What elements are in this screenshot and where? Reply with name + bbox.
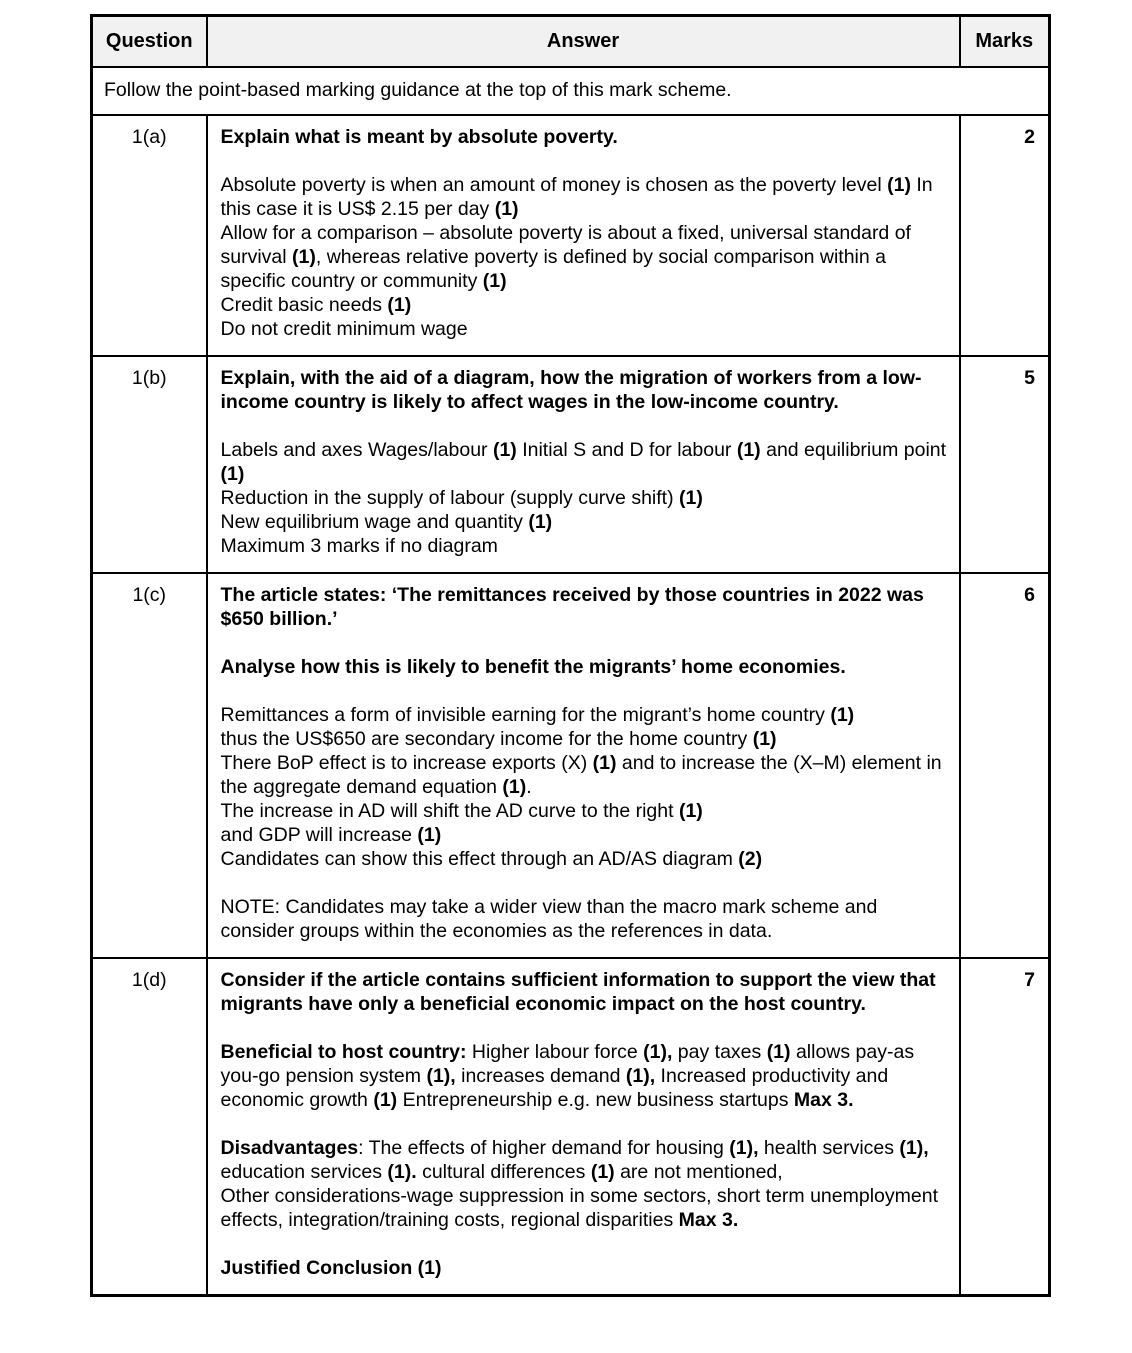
regular-text: Higher labour force	[466, 1041, 644, 1063]
guidance-row	[92, 67, 1050, 115]
bold-text: Analyse how this is likely to benefit the migrants’ home economies.	[220, 656, 846, 678]
regular-text: are not mentioned,	[614, 1161, 783, 1183]
regular-text: New equilibrium wage and quantity	[220, 511, 529, 533]
bold-text: The article states: ‘The remittances received by those countries in 2022 was $650 billion.’	[220, 584, 924, 630]
regular-text: Labels and axes Wages/labour	[220, 439, 493, 461]
bold-text: (1)	[220, 463, 245, 485]
regular-text: and to increase the (X–M) element in the aggregate demand equation	[220, 752, 942, 798]
regular-text: Other considerations-wage suppression in some sectors, short term unemployment effects, integration/training costs, regional disparities	[220, 1185, 938, 1231]
answer-paragraph	[221, 221, 947, 293]
blank-line	[221, 679, 947, 703]
question-row	[92, 115, 1050, 356]
bold-text: (1)	[679, 487, 703, 509]
col-header-answer: Answer	[207, 16, 960, 68]
regular-text: , whereas relative poverty is defined by social comparison within a specific country or community	[220, 246, 886, 292]
answer-paragraph	[221, 1136, 947, 1184]
answer-paragraph	[221, 703, 947, 727]
regular-text: Remittances a form of invisible earning for the migrant’s home country	[220, 704, 831, 726]
bold-text: Justified Conclusion (1)	[220, 1257, 442, 1279]
regular-text: Increased productivity and economic growth	[220, 1065, 889, 1111]
blank-line	[221, 1112, 947, 1136]
bold-text: Explain, with the aid of a diagram, how the migration of workers from a low-income country is likely to affect wages in the low-income country.	[220, 367, 922, 413]
bold-text: Explain what is meant by absolute poverty.	[220, 126, 618, 148]
blank-line	[221, 149, 947, 173]
regular-text: .	[526, 776, 532, 798]
guidance-text: Follow the point-based marking guidance at the top of this mark scheme.	[92, 67, 1050, 115]
bold-text: (1),	[729, 1137, 759, 1159]
answer-paragraph	[221, 751, 947, 799]
regular-text: In this case it is US$ 2.15 per day	[220, 174, 933, 220]
bold-text: (1)	[528, 511, 553, 533]
bold-text: (1)	[373, 1089, 398, 1111]
regular-text: The increase in AD will shift the AD curve to the right	[220, 800, 679, 822]
marks-value: 6	[960, 573, 1050, 958]
answer-paragraph	[221, 317, 947, 341]
regular-text: Allow for a comparison – absolute poverty is about a fixed, universal standard of survival	[220, 222, 911, 268]
answer-paragraph	[221, 438, 947, 486]
answer-cell	[207, 958, 960, 1296]
regular-text: Maximum 3 marks if no diagram	[220, 535, 498, 557]
bold-text: (1).	[387, 1161, 417, 1183]
regular-text: Absolute poverty is when an amount of money is chosen as the poverty level	[220, 174, 888, 196]
blank-line	[221, 871, 947, 895]
mark-scheme-table	[90, 14, 1051, 1297]
answer-paragraph	[221, 534, 947, 558]
regular-text: thus the US$650 are secondary income for the home country	[220, 728, 753, 750]
regular-text: Credit basic needs	[220, 294, 388, 316]
regular-text: pay taxes	[672, 1041, 767, 1063]
bold-text: (1)	[592, 752, 617, 774]
marks-value: 5	[960, 356, 1050, 573]
bold-text: (1)	[678, 800, 703, 822]
regular-text: There BoP effect is to increase exports (X)	[220, 752, 593, 774]
regular-text: and GDP will increase	[220, 824, 418, 846]
bold-text: (1)	[492, 439, 517, 461]
answer-paragraph	[221, 1184, 947, 1232]
bold-text: (1)	[736, 439, 761, 461]
answer-cell	[207, 115, 960, 356]
table-header-row	[92, 16, 1050, 68]
bold-text: (1)	[830, 704, 855, 726]
bold-text: (1)	[502, 776, 527, 798]
regular-text: education services	[220, 1161, 388, 1183]
regular-text: Reduction in the supply of labour (supply curve shift)	[220, 487, 679, 509]
regular-text: increases demand	[455, 1065, 626, 1087]
col-header-marks: Marks	[960, 16, 1050, 68]
bold-text: (1)	[387, 294, 412, 316]
answer-paragraph	[221, 823, 947, 847]
question-number: 1(c)	[92, 573, 207, 958]
question-row	[92, 356, 1050, 573]
answer-cell	[207, 573, 960, 958]
question-number: 1(a)	[92, 115, 207, 356]
regular-text: allows pay-as you-go pension system	[220, 1041, 915, 1087]
regular-text: cultural differences	[416, 1161, 591, 1183]
bold-text: (1)	[752, 728, 777, 750]
answer-paragraph	[221, 1256, 947, 1280]
bold-text: (1)	[292, 246, 316, 268]
regular-text: Candidates can show this effect through an AD/AS diagram	[220, 848, 739, 870]
bold-text: Consider if the article contains sufficient information to support the view that migrants have only a beneficial economic impact on the host country.	[220, 969, 936, 1015]
bold-text: (1),	[899, 1137, 929, 1159]
answer-paragraph	[221, 655, 947, 679]
answer-paragraph	[221, 366, 947, 414]
question-row	[92, 958, 1050, 1296]
answer-paragraph	[221, 727, 947, 751]
regular-text: Do not credit minimum wage	[220, 318, 468, 340]
col-header-question: Question	[92, 16, 207, 68]
bold-text: Disadvantages	[220, 1137, 359, 1159]
bold-text: (1),	[643, 1041, 673, 1063]
blank-line	[221, 1232, 947, 1256]
regular-text: and equilibrium point	[760, 439, 947, 461]
answer-paragraph	[221, 895, 947, 943]
regular-text: Initial S and D for labour	[516, 439, 737, 461]
marks-value: 2	[960, 115, 1050, 356]
bold-text: (2)	[738, 848, 763, 870]
bold-text: (1)	[482, 270, 507, 292]
bold-text: Max 3.	[678, 1209, 739, 1231]
question-row	[92, 573, 1050, 958]
bold-text: Max 3.	[793, 1089, 854, 1111]
answer-paragraph	[221, 583, 947, 631]
bold-text: (1),	[426, 1065, 456, 1087]
regular-text: health services	[758, 1137, 900, 1159]
bold-text: (1),	[625, 1065, 656, 1087]
answer-paragraph	[221, 799, 947, 823]
answer-paragraph	[221, 293, 947, 317]
bold-text: (1)	[766, 1041, 791, 1063]
question-number: 1(d)	[92, 958, 207, 1296]
bold-text: (1)	[494, 198, 519, 220]
regular-text: NOTE: Candidates may take a wider view than the macro mark scheme and consider groups within the economies as the references in data.	[220, 896, 878, 942]
answer-paragraph	[221, 510, 947, 534]
question-number: 1(b)	[92, 356, 207, 573]
regular-text: Entrepreneurship e.g. new business startups	[397, 1089, 794, 1111]
answer-paragraph	[221, 486, 947, 510]
answer-paragraph	[221, 125, 947, 149]
bold-text: Beneficial to host country:	[220, 1041, 467, 1063]
answer-paragraph	[221, 847, 947, 871]
blank-line	[221, 631, 947, 655]
answer-paragraph	[221, 173, 947, 221]
blank-line	[221, 1016, 947, 1040]
bold-text: (1)	[590, 1161, 615, 1183]
regular-text: : The effects of higher demand for housing	[358, 1137, 730, 1159]
answer-paragraph	[221, 968, 947, 1016]
marks-value: 7	[960, 958, 1050, 1296]
answer-paragraph	[221, 1040, 947, 1112]
bold-text: (1)	[417, 824, 442, 846]
bold-text: (1)	[887, 174, 911, 196]
answer-cell	[207, 356, 960, 573]
blank-line	[221, 414, 947, 438]
